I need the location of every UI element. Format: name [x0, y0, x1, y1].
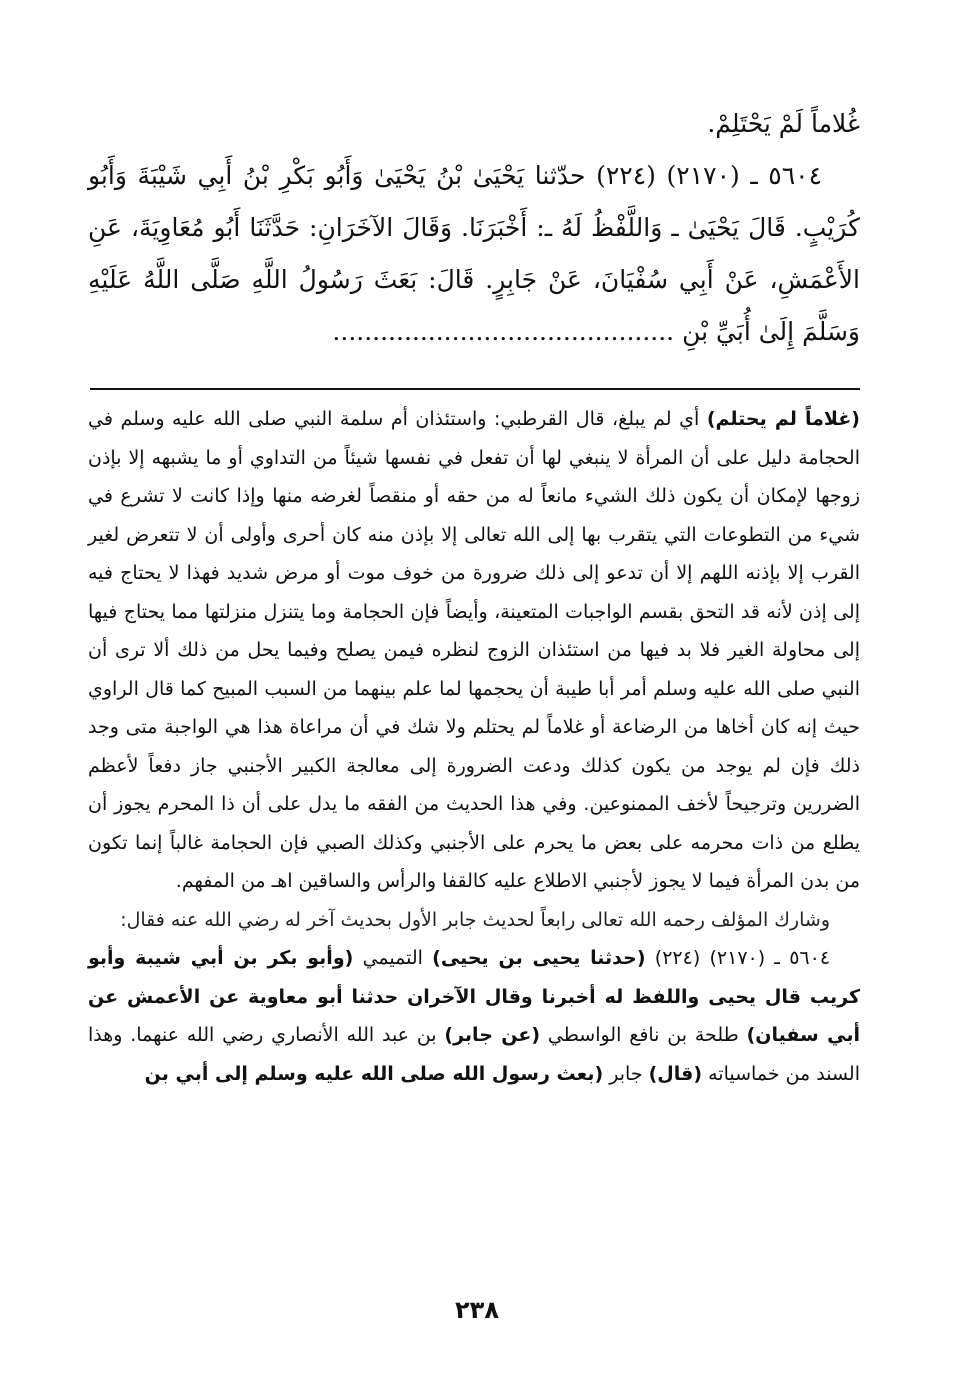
commentary-hadith-number: ٥٦٠٤ ـ (٢١٧٠) (٢٢٤)	[654, 947, 831, 969]
hadith-continuation-line: غُلاماً لَمْ يَحْتَلِمْ.	[707, 109, 860, 138]
hadith-isnad-paragraph	[88, 150, 860, 358]
commentary-lead-phrase: (غلاماً لم يحتلم)	[706, 408, 860, 430]
commentary-bold-segment-4: (قال)	[648, 1062, 703, 1085]
commentary-bold-segment-1: (حدثنا يحيى بن يحيى)	[432, 947, 646, 969]
footnote-separator-rule	[90, 388, 860, 390]
commentary-bold-segment-2: (وأبو بكر بن أبي شيبة وأبو كريب قال يحيى واللفظ له أخبرنا وقال الآخران حدثنا أبو معاوية عن الأعمش عن أبي سفيان)	[88, 947, 860, 1046]
commentary-plain-segment-2: طلحة بن نافع الواسطي	[547, 1024, 739, 1046]
commentary-plain-segment-1: التميمي	[362, 947, 423, 969]
commentary-plain-segment-3: بن عبد الله الأنصاري رضي الله عنهما. وهذا السند من خماسياته	[88, 1024, 860, 1085]
commentary-body-text: أي لم يبلغ، قال القرطبي: واستئذان أم سلمة النبي صلى الله عليه وسلم في الحجامة دليل على أن المرأة لا ينبغي لها أن تفعل في نفسها شيئاً من التداوي أو ما يشبهه إلا بإذن زوجها لإمكان أن يكون ذلك الشيء مانعاً له من حقه أو منقصاً لغرضه منها وإذا كانت لا تشرع في شيء من التطوعات التي يتقرب بها إلى الله تعالى إلا بإذن منه كان أحرى وأولى أن لا تتعرض لغير القرب إلا بإذنه اللهم إلا أن تدعو إلى ذلك ضرورة من خوف موت أو مرض شديد فهذا لا يحتاج فيه إلى إذن لأنه قد التحق بقسم الواجبات المتعينة، وأيضاً فإن الحجامة وما يتنزل منزلتها مما يحتاج فيها إلى محاولة الغير فلا بد فيها من استئذان الزوج لنظره فيمن يصلح وفيما يحل من ذلك ألا ترى أن النبي صلى الله عليه وسلم أمر أبا طيبة أن يحجمها لما علم بينهما من السبب المبيح كما قال الراوي حيث إنه كان أخاها من الرضاعة أو غلاماً لم يحتلم ولا شك في أن مراعاة هذا هي الواجبة متى وجد ذلك فإن لم يوجد من يكون كذلك ودعت الضرورة إلى معالجة الكبير الأجنبي جاز دفعاً لأعظم الضررين وترجيحاً لأخف الممنوعين. وفي هذا الحديث من الفقه ما يدل على أن ذا المحرم يجوز أن يطلع من ذات محرمه على بعض ما يحرم على الأجنبي وكذلك الصبي فإن الحجامة غالباً إنما تكون من بدن المرأة فيما لا يجوز لأجنبي الاطلاع عليه كالقفا والرأس والساقين اهـ من المفهم.	[88, 408, 860, 892]
commentary-block	[88, 400, 860, 1093]
commentary-paragraph-1	[88, 400, 860, 901]
commentary-bold-segment-5: (بعث رسول الله صلى الله عليه وسلم إلى أبي بن	[144, 1062, 604, 1085]
commentary-paragraph-3	[88, 939, 860, 1093]
commentary-bold-segment-3: (عن جابر)	[444, 1024, 541, 1046]
commentary-paragraph-2: وشارك المؤلف رحمه الله تعالى رابعاً لحديث جابر الأول بحديث آخر له رضي الله عنه فقال:	[120, 908, 830, 931]
hadith-text-block	[88, 98, 860, 358]
hadith-isnad-text: حدّثنا يَحْيَىٰ بْنُ يَحْيَىٰ وَأَبُو بَكْرِ بْنُ أَبِي شَيْبَةَ وَأَبُو كُرَيْبٍ. قَالَ يَحْيَىٰ ـ وَاللَّفْظُ لَهُ ـ: أَخْبَرَنَا. وَقَالَ الآخَرَانِ: حَدَّثَنَا أَبُو مُعَاوِيَةَ، عَنِ الأَعْمَشِ، عَنْ أَبِي سُفْيَانَ، عَنْ جَابِرٍ. قَالَ: بَعَثَ رَسُولُ اللَّهِ صَلَّى اللَّهُ عَلَيْهِ وَسَلَّمَ إِلَىٰ أُبَيِّ بْنِ	[88, 161, 860, 346]
page-number: ٢٣٨	[455, 1296, 499, 1324]
commentary-plain-segment-4: جابر	[609, 1062, 643, 1085]
hadith-continuation-dots: ...........................................	[332, 317, 675, 346]
hadith-number: ٥٦٠٤ ـ (٢١٧٠) (٢٢٤)	[596, 161, 822, 190]
book-page	[88, 98, 860, 1093]
